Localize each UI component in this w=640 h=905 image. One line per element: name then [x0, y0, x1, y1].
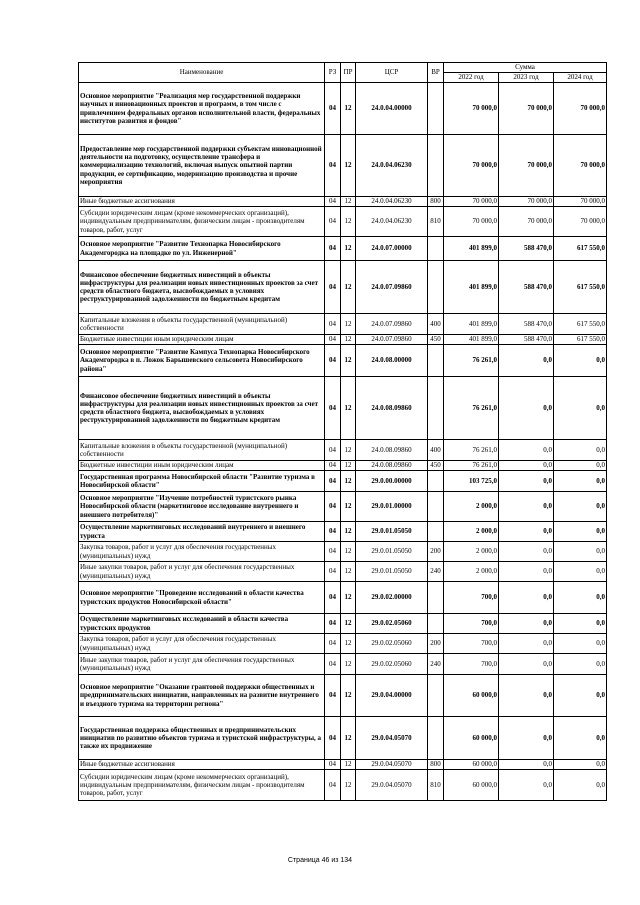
table-cell-rz: 04: [325, 377, 341, 440]
table-cell-2024: 0,0: [554, 440, 607, 461]
table-cell-2023: 0,0: [499, 654, 554, 675]
table-cell-name: Иные бюджетные ассигнования: [79, 197, 325, 207]
table-cell-rz: 04: [325, 345, 341, 377]
table-cell-csr: 29.0.02.00000: [356, 582, 428, 614]
header-rz: РЗ: [325, 63, 341, 83]
table-cell-vr: 200: [428, 542, 444, 562]
table-cell-name: Субсидии юридическим лицам (кроме некоммерческих организаций), индивидуальным предпринимателям, физическим лицам - производителям товаров, работ, услуг: [79, 770, 325, 801]
table-cell-name: Капитальные вложения в объекты государственной (муниципальной) собственности: [79, 314, 325, 335]
table-cell-vr: 810: [428, 207, 444, 237]
table-cell-csr: 24.0.04.06230: [356, 197, 428, 207]
header-csr: ЦСР: [356, 63, 428, 83]
table-row: [79, 492, 607, 522]
table-cell-2022: 76 261,0: [444, 345, 499, 377]
table-cell-name: Основное мероприятие "Изучение потребностей туристского рынка Новосибирской области (маркетинговое исследование внутреннего и внешнего потребителя)": [79, 492, 325, 522]
table-row: [79, 582, 607, 614]
table-cell-2024: 0,0: [554, 634, 607, 654]
table-cell-2024: 0,0: [554, 654, 607, 675]
budget-table: [78, 62, 607, 801]
table-cell-2022: 70 000,0: [444, 135, 499, 197]
table-cell-vr: [428, 492, 444, 522]
table-cell-2023: 588 470,0: [499, 237, 554, 261]
table-cell-vr: 450: [428, 335, 444, 345]
table-cell-rz: 04: [325, 237, 341, 261]
table-cell-2024: 0,0: [554, 675, 607, 717]
table-cell-2022: 700,0: [444, 634, 499, 654]
table-cell-rz: 04: [325, 440, 341, 461]
table-cell-name: Основное мероприятие "Оказание грантовой поддержки общественных и предпринимательских инициатив, направленных на развитие внутреннего и въездного туризма на территории региона": [79, 675, 325, 717]
table-cell-name: Субсидии юридическим лицам (кроме некоммерческих организаций), индивидуальным предпринимателям, физическим лицам - производителям товаров, работ, услуг: [79, 207, 325, 237]
table-cell-pr: 12: [341, 237, 356, 261]
table-cell-csr: 29.0.02.05060: [356, 654, 428, 675]
table-cell-2024: 0,0: [554, 717, 607, 760]
table-cell-vr: 800: [428, 197, 444, 207]
table-cell-2023: 70 000,0: [499, 135, 554, 197]
table-cell-2023: 0,0: [499, 522, 554, 542]
table-cell-2022: 60 000,0: [444, 770, 499, 801]
table-cell-2023: 0,0: [499, 770, 554, 801]
table-cell-pr: 12: [341, 562, 356, 582]
table-cell-rz: 04: [325, 675, 341, 717]
table-cell-pr: 12: [341, 377, 356, 440]
table-cell-rz: 04: [325, 654, 341, 675]
table-cell-2022: 60 000,0: [444, 675, 499, 717]
table-cell-vr: 200: [428, 634, 444, 654]
table-row: [79, 562, 607, 582]
table-cell-2022: 76 261,0: [444, 377, 499, 440]
table-cell-rz: 04: [325, 717, 341, 760]
table-cell-vr: [428, 377, 444, 440]
table-cell-vr: [428, 237, 444, 261]
table-cell-pr: 12: [341, 314, 356, 335]
table-cell-csr: 24.0.04.00000: [356, 83, 428, 135]
table-cell-2023: 70 000,0: [499, 207, 554, 237]
table-cell-vr: [428, 261, 444, 314]
table-cell-vr: [428, 522, 444, 542]
header-pr: ПР: [341, 63, 356, 83]
table-cell-name: Бюджетные инвестиции иным юридическим лицам: [79, 335, 325, 345]
table-cell-rz: 04: [325, 135, 341, 197]
table-cell-csr: 29.0.02.05060: [356, 634, 428, 654]
table-cell-2022: 2 000,0: [444, 562, 499, 582]
table-cell-pr: 12: [341, 83, 356, 135]
table-cell-pr: 12: [341, 207, 356, 237]
table-cell-2022: 76 261,0: [444, 461, 499, 471]
table-cell-csr: 29.0.04.00000: [356, 675, 428, 717]
table-cell-name: Государственная программа Новосибирской области "Развитие туризма в Новосибирской области": [79, 471, 325, 492]
table-cell-2023: 70 000,0: [499, 83, 554, 135]
table-cell-csr: 29.0.04.05070: [356, 760, 428, 770]
table-cell-pr: 12: [341, 717, 356, 760]
table-cell-vr: 240: [428, 562, 444, 582]
table-cell-2022: 60 000,0: [444, 717, 499, 760]
table-cell-2023: 0,0: [499, 440, 554, 461]
header-sum: Сумма: [444, 63, 607, 73]
table-cell-csr: 29.0.01.05050: [356, 522, 428, 542]
table-row: [79, 542, 607, 562]
table-cell-name: Основное мероприятие "Проведение исследований в области качества туристских продуктов Новосибирской области": [79, 582, 325, 614]
table-cell-2023: 0,0: [499, 614, 554, 634]
table-cell-pr: 12: [341, 461, 356, 471]
table-cell-pr: 12: [341, 542, 356, 562]
table-cell-2022: 700,0: [444, 582, 499, 614]
table-row: [79, 760, 607, 770]
table-cell-2023: 0,0: [499, 377, 554, 440]
table-cell-rz: 04: [325, 207, 341, 237]
table-cell-2022: 2 000,0: [444, 542, 499, 562]
table-cell-2022: 401 899,0: [444, 335, 499, 345]
table-cell-vr: 400: [428, 440, 444, 461]
table-cell-2023: 0,0: [499, 461, 554, 471]
table-cell-2023: 0,0: [499, 542, 554, 562]
table-cell-rz: 04: [325, 471, 341, 492]
table-cell-name: Основное мероприятие "Реализация мер государственной поддержки научных и инновационных проектов и программ, в том числе с привлечением федеральных органов исполнительной власти, федеральных институтов развития и фондов": [79, 83, 325, 135]
table-row: [79, 522, 607, 542]
table-row: [79, 440, 607, 461]
table-cell-vr: 800: [428, 760, 444, 770]
table-cell-2023: 0,0: [499, 634, 554, 654]
table-cell-2024: 0,0: [554, 492, 607, 522]
table-cell-csr: 29.0.04.05070: [356, 770, 428, 801]
table-cell-vr: [428, 675, 444, 717]
table-cell-name: Бюджетные инвестиции иным юридическим лицам: [79, 461, 325, 471]
table-cell-rz: 04: [325, 83, 341, 135]
table-cell-2024: 0,0: [554, 542, 607, 562]
table-cell-rz: 04: [325, 582, 341, 614]
table-cell-2022: 76 261,0: [444, 440, 499, 461]
table-cell-csr: 24.0.07.09860: [356, 335, 428, 345]
table-body: [79, 83, 607, 801]
table-cell-pr: 12: [341, 135, 356, 197]
table-cell-name: Предоставление мер государственной поддержки субъектам инновационной деятельности на подготовку, осуществление трансфера и коммерциализацию технологий, включая выпуск опытной партии продукции, ее сертификацию, модернизацию производства и прочие мероприятия: [79, 135, 325, 197]
table-cell-2023: 588 470,0: [499, 335, 554, 345]
table-cell-vr: [428, 135, 444, 197]
table-cell-2024: 0,0: [554, 471, 607, 492]
table-row: [79, 614, 607, 634]
table-cell-rz: 04: [325, 634, 341, 654]
table-cell-rz: 04: [325, 760, 341, 770]
table-cell-name: Основное мероприятие "Развитие Технопарка Новосибирского Академгородка на площадке по ул. Инженерной": [79, 237, 325, 261]
table-cell-2024: 0,0: [554, 770, 607, 801]
table-cell-vr: [428, 471, 444, 492]
table-cell-vr: 240: [428, 654, 444, 675]
table-cell-name: Закупка товаров, работ и услуг для обеспечения государственных (муниципальных) нужд: [79, 634, 325, 654]
table-cell-vr: [428, 582, 444, 614]
table-cell-csr: 24.0.08.09860: [356, 461, 428, 471]
table-cell-vr: 400: [428, 314, 444, 335]
table-row: [79, 717, 607, 760]
table-cell-rz: 04: [325, 492, 341, 522]
table-cell-2024: 0,0: [554, 614, 607, 634]
table-cell-2023: 0,0: [499, 675, 554, 717]
table-cell-rz: 04: [325, 461, 341, 471]
table-cell-csr: 29.0.01.05050: [356, 542, 428, 562]
header-2023: 2023 год: [499, 73, 554, 83]
table-cell-name: Закупка товаров, работ и услуг для обеспечения государственных (муниципальных) нужд: [79, 542, 325, 562]
table-cell-2023: 0,0: [499, 582, 554, 614]
table-row: [79, 654, 607, 675]
table-cell-csr: 24.0.07.00000: [356, 237, 428, 261]
table-cell-2022: 103 725,0: [444, 471, 499, 492]
table-cell-2022: 2 000,0: [444, 522, 499, 542]
table-cell-2023: 70 000,0: [499, 197, 554, 207]
table-cell-csr: 24.0.04.06230: [356, 207, 428, 237]
table-row: [79, 135, 607, 197]
table-cell-pr: 12: [341, 335, 356, 345]
table-cell-name: Иные закупки товаров, работ и услуг для обеспечения государственных (муниципальных) нужд: [79, 654, 325, 675]
table-cell-2023: 0,0: [499, 717, 554, 760]
table-cell-2022: 700,0: [444, 614, 499, 634]
table-cell-2023: 588 470,0: [499, 261, 554, 314]
table-cell-rz: 04: [325, 261, 341, 314]
table-row: [79, 675, 607, 717]
table-row: [79, 461, 607, 471]
table-cell-2024: 617 550,0: [554, 261, 607, 314]
table-cell-rz: 04: [325, 335, 341, 345]
table-cell-vr: [428, 717, 444, 760]
table-cell-2022: 70 000,0: [444, 197, 499, 207]
table-cell-name: Финансовое обеспечение бюджетных инвестиций в объекты инфраструктуры для реализации новых инвестиционных проектов за счет средств областного бюджета, высвобождаемых в условиях реструктурированной задолженности по бюджетным кредитам: [79, 377, 325, 440]
table-cell-pr: 12: [341, 675, 356, 717]
table-cell-rz: 04: [325, 770, 341, 801]
table-cell-2022: 401 899,0: [444, 237, 499, 261]
table-cell-csr: 24.0.08.00000: [356, 345, 428, 377]
table-row: [79, 377, 607, 440]
table-cell-name: Осуществление маркетинговых исследований внутреннего и внешнего туриста: [79, 522, 325, 542]
table-row: [79, 345, 607, 377]
table-cell-name: Иные бюджетные ассигнования: [79, 760, 325, 770]
table-cell-csr: 29.0.01.05050: [356, 562, 428, 582]
table-cell-name: Государственная поддержка общественных и предпринимательских инициатив по развитию объектов туризма и туристской инфраструктуры, а также их продвижение: [79, 717, 325, 760]
table-cell-rz: 04: [325, 562, 341, 582]
table-cell-2024: 0,0: [554, 461, 607, 471]
header-name: Наименование: [79, 63, 325, 83]
table-cell-2024: 0,0: [554, 562, 607, 582]
table-row: [79, 770, 607, 801]
table-cell-2024: 70 000,0: [554, 83, 607, 135]
table-cell-vr: [428, 614, 444, 634]
table-cell-rz: 04: [325, 614, 341, 634]
table-cell-2024: 0,0: [554, 345, 607, 377]
table-cell-pr: 12: [341, 614, 356, 634]
header-2024: 2024 год: [554, 73, 607, 83]
table-row: [79, 261, 607, 314]
table-row: [79, 471, 607, 492]
table-cell-pr: 12: [341, 471, 356, 492]
table-cell-vr: 450: [428, 461, 444, 471]
table-cell-name: Иные закупки товаров, работ и услуг для обеспечения государственных (муниципальных) нужд: [79, 562, 325, 582]
table-cell-2024: 617 550,0: [554, 335, 607, 345]
table-cell-name: Капитальные вложения в объекты государственной (муниципальной) собственности: [79, 440, 325, 461]
table-row: [79, 335, 607, 345]
table-cell-name: Финансовое обеспечение бюджетных инвестиций в объекты инфраструктуры для реализации новых инвестиционных проектов за счет средств областного бюджета, высвобождаемых в условиях реструктурированной задолженности по бюджетным кредитам: [79, 261, 325, 314]
table-cell-csr: 29.0.02.05060: [356, 614, 428, 634]
table-row: [79, 634, 607, 654]
table-cell-2024: 70 000,0: [554, 197, 607, 207]
table-cell-pr: 12: [341, 634, 356, 654]
table-cell-2024: 617 550,0: [554, 314, 607, 335]
table-cell-csr: 24.0.08.09860: [356, 440, 428, 461]
table-cell-pr: 12: [341, 440, 356, 461]
table-cell-2022: 70 000,0: [444, 83, 499, 135]
table-row: [79, 237, 607, 261]
table-cell-2022: 401 899,0: [444, 314, 499, 335]
header-2022: 2022 год: [444, 73, 499, 83]
table-cell-2024: 70 000,0: [554, 135, 607, 197]
table-cell-2023: 0,0: [499, 492, 554, 522]
table-cell-name: Основное мероприятие "Развитие Кампуса Технопарка Новосибирского Академгородка в п. Ложок Барышевского сельсовета Новосибирского района": [79, 345, 325, 377]
table-cell-csr: 24.0.08.09860: [356, 377, 428, 440]
table-cell-csr: 24.0.07.09860: [356, 261, 428, 314]
header-vr: ВР: [428, 63, 444, 83]
table-cell-name: Осуществление маркетинговых исследований в области качества туристских продуктов: [79, 614, 325, 634]
table-cell-2022: 60 000,0: [444, 760, 499, 770]
table-cell-2024: 617 550,0: [554, 237, 607, 261]
table-cell-2023: 0,0: [499, 471, 554, 492]
table-cell-2023: 588 470,0: [499, 314, 554, 335]
table-cell-2023: 0,0: [499, 345, 554, 377]
table-cell-pr: 12: [341, 492, 356, 522]
table-cell-2024: 0,0: [554, 377, 607, 440]
table-cell-vr: 810: [428, 770, 444, 801]
table-cell-2022: 700,0: [444, 654, 499, 675]
table-cell-rz: 04: [325, 522, 341, 542]
page-footer: Страница 46 из 134: [287, 857, 353, 864]
table-cell-csr: 29.0.04.05070: [356, 717, 428, 760]
table-cell-2024: 0,0: [554, 522, 607, 542]
table-row: [79, 314, 607, 335]
table-cell-2022: 70 000,0: [444, 207, 499, 237]
table-cell-rz: 04: [325, 314, 341, 335]
table-cell-2024: 0,0: [554, 760, 607, 770]
table-cell-2022: 401 899,0: [444, 261, 499, 314]
table-row: [79, 197, 607, 207]
table-cell-csr: 24.0.04.06230: [356, 135, 428, 197]
table-cell-pr: 12: [341, 522, 356, 542]
table-cell-2024: 0,0: [554, 582, 607, 614]
table-cell-2022: 2 000,0: [444, 492, 499, 522]
table-cell-pr: 12: [341, 770, 356, 801]
table-cell-2023: 0,0: [499, 760, 554, 770]
table-cell-csr: 29.0.01.00000: [356, 492, 428, 522]
table-cell-pr: 12: [341, 654, 356, 675]
table-cell-pr: 12: [341, 345, 356, 377]
table-cell-vr: [428, 83, 444, 135]
table-cell-pr: 12: [341, 760, 356, 770]
table-cell-vr: [428, 345, 444, 377]
table-cell-pr: 12: [341, 197, 356, 207]
table-row: [79, 207, 607, 237]
table-cell-2024: 70 000,0: [554, 207, 607, 237]
table-cell-pr: 12: [341, 261, 356, 314]
table-cell-pr: 12: [341, 582, 356, 614]
table-cell-rz: 04: [325, 197, 341, 207]
table-cell-2023: 0,0: [499, 562, 554, 582]
table-row: [79, 83, 607, 135]
table-cell-csr: 29.0.00.00000: [356, 471, 428, 492]
table-cell-rz: 04: [325, 542, 341, 562]
table-cell-csr: 24.0.07.09860: [356, 314, 428, 335]
